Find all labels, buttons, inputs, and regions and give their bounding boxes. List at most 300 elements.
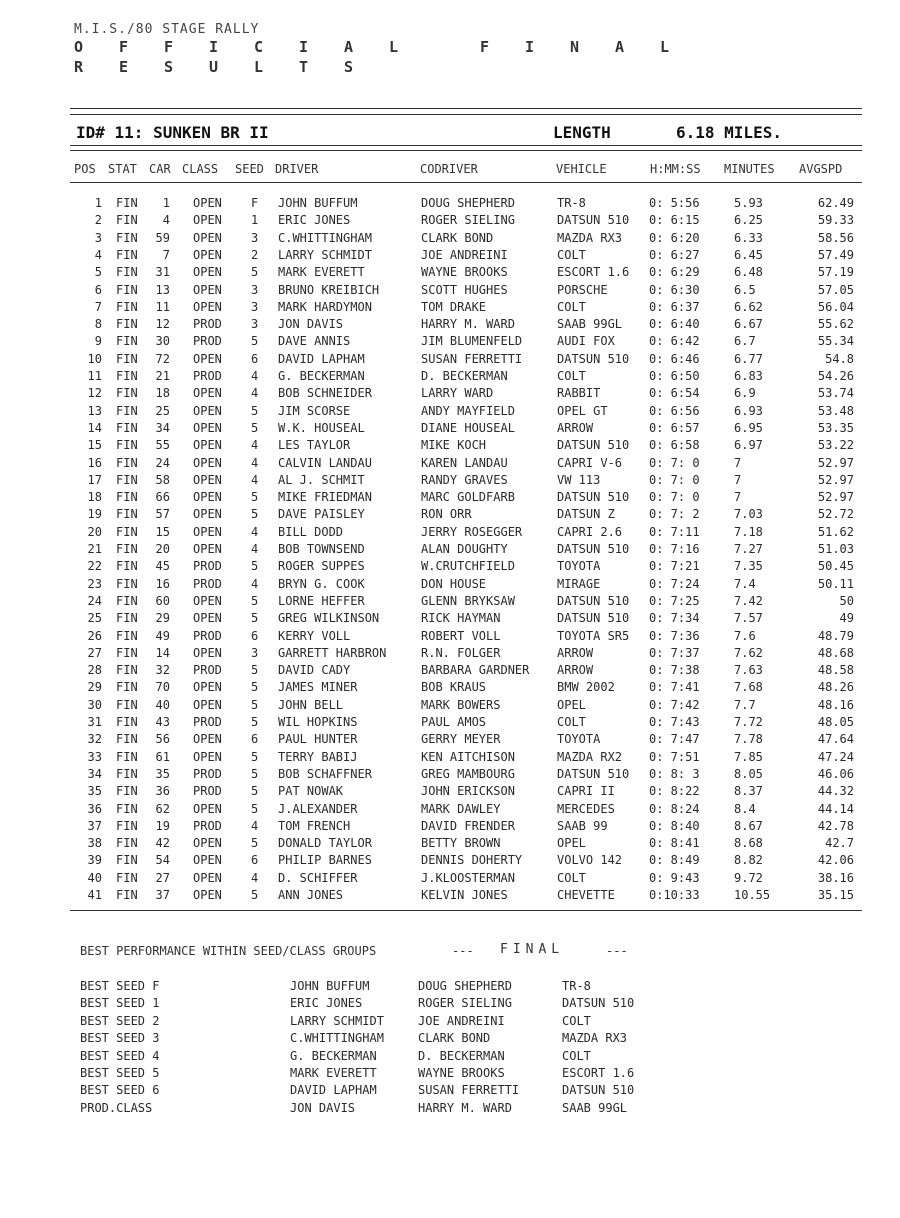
cell-avgspd: 44.32 xyxy=(817,784,854,799)
table-row xyxy=(0,213,900,230)
cell-minutes: 7.68 xyxy=(734,680,763,695)
cell-pos: 19 xyxy=(87,507,102,522)
cell-seed: 4 xyxy=(251,455,259,470)
cell-codriver: WAYNE BROOKS xyxy=(421,265,508,280)
cell-vehicle: DATSUN 510 xyxy=(557,593,630,608)
cell-minutes: 6.95 xyxy=(734,420,763,435)
cell-car: 60 xyxy=(155,593,170,608)
cell-time: 0: 8: 3 xyxy=(649,766,700,781)
cell-avgspd: 52.72 xyxy=(817,507,854,522)
cell-driver: ERIC JONES xyxy=(278,213,351,228)
cell-class: OPEN xyxy=(193,247,222,262)
official-letter: A xyxy=(344,38,354,56)
final-letter: N xyxy=(570,38,580,56)
cell-car: 12 xyxy=(155,317,170,332)
cell-stat: FIN xyxy=(116,749,138,764)
cell-vehicle: DATSUN 510 xyxy=(557,490,630,505)
cell-stat: FIN xyxy=(116,801,138,816)
cell-codriver: MIKE KOCH xyxy=(421,438,487,453)
cell-pos: 33 xyxy=(87,749,102,764)
table-row xyxy=(0,559,900,576)
cell-car: 43 xyxy=(155,715,170,729)
cell-vehicle: CAPRI V-6 xyxy=(557,455,623,470)
cell-time: 0: 6:42 xyxy=(649,334,700,349)
cell-vehicle: COLT xyxy=(557,299,586,314)
cell-vehicle: DATSUN 510 xyxy=(557,611,630,626)
cell-seed: 4 xyxy=(251,576,259,591)
best-label: BEST SEED 2 xyxy=(80,1013,160,1028)
best-driver: ERIC JONES xyxy=(290,996,363,1011)
cell-time: 0: 9:43 xyxy=(649,870,700,885)
cell-vehicle: MAZDA RX2 xyxy=(557,749,623,764)
cell-car: 56 xyxy=(155,732,170,747)
best-driver: G. BECKERMAN xyxy=(290,1048,377,1063)
cell-seed: 3 xyxy=(251,299,259,314)
cell-vehicle: BMW 2002 xyxy=(557,680,615,695)
cell-codriver: TOM DRAKE xyxy=(421,299,487,314)
cell-car: 62 xyxy=(155,801,170,816)
stage-length-value: 6.18 MILES. xyxy=(676,123,782,142)
cell-time: 0: 6:37 xyxy=(649,299,700,314)
col-vehicle: VEHICLE xyxy=(556,162,607,176)
cell-minutes: 8.68 xyxy=(734,836,763,851)
cell-avgspd: 48.16 xyxy=(817,697,854,712)
cell-driver: ANN JONES xyxy=(278,888,344,902)
cell-seed: 1 xyxy=(251,213,259,228)
cell-class: OPEN xyxy=(193,801,222,816)
cell-seed: 4 xyxy=(251,438,259,453)
cell-seed: 3 xyxy=(251,230,259,245)
cell-pos: 27 xyxy=(87,645,102,660)
cell-car: 4 xyxy=(162,213,170,228)
cell-car: 57 xyxy=(155,507,170,522)
cell-avgspd: 42.7 xyxy=(825,836,854,851)
cell-avgspd: 62.49 xyxy=(817,196,854,210)
best-driver: C.WHITTINGHAM xyxy=(290,1031,384,1046)
cell-class: OPEN xyxy=(193,438,222,453)
best-vehicle: MAZDA RX3 xyxy=(562,1031,628,1046)
cell-car: 29 xyxy=(155,611,170,626)
cell-pos: 32 xyxy=(87,732,102,747)
cell-time: 0: 6:56 xyxy=(649,403,700,418)
cell-car: 19 xyxy=(155,818,170,833)
cell-minutes: 6.83 xyxy=(734,369,763,383)
cell-minutes: 8.37 xyxy=(734,784,763,799)
cell-codriver: ROBERT VOLL xyxy=(421,628,501,643)
col-seed: SEED xyxy=(235,162,264,176)
table-row xyxy=(0,611,900,628)
cell-time: 0: 7: 0 xyxy=(649,455,700,470)
cell-codriver: SUSAN FERRETTI xyxy=(421,351,523,366)
cell-pos: 15 xyxy=(87,438,102,453)
official-letter: O xyxy=(74,38,84,56)
cell-time: 0: 7:37 xyxy=(649,645,700,660)
col-minutes: MINUTES xyxy=(724,162,775,176)
table-row xyxy=(0,819,900,836)
cell-stat: FIN xyxy=(116,818,138,833)
cell-time: 0: 6:57 xyxy=(649,420,700,435)
table-row xyxy=(0,888,900,905)
cell-driver: DONALD TAYLOR xyxy=(278,836,372,851)
table-row xyxy=(0,507,900,524)
cell-car: 34 xyxy=(155,420,170,435)
cell-pos: 22 xyxy=(87,559,102,574)
cell-pos: 29 xyxy=(87,680,102,695)
cell-car: 31 xyxy=(155,265,170,280)
cell-stat: FIN xyxy=(116,593,138,608)
table-row xyxy=(0,352,900,369)
table-row xyxy=(0,629,900,646)
cell-stat: FIN xyxy=(116,230,138,245)
table-row xyxy=(0,248,900,265)
cell-car: 36 xyxy=(155,784,170,799)
cell-class: OPEN xyxy=(193,420,222,435)
cell-vehicle: OPEL xyxy=(557,697,586,712)
cell-stat: FIN xyxy=(116,490,138,505)
best-title: BEST PERFORMANCE WITHIN SEED/CLASS GROUPS xyxy=(80,944,377,958)
cell-time: 0: 8:24 xyxy=(649,801,700,816)
cell-avgspd: 47.64 xyxy=(817,732,854,747)
cell-stat: FIN xyxy=(116,697,138,712)
best-row xyxy=(0,1031,900,1048)
best-vehicle: TR-8 xyxy=(562,979,591,993)
cell-car: 30 xyxy=(155,334,170,349)
cell-avgspd: 35.15 xyxy=(817,888,854,902)
cell-avgspd: 52.97 xyxy=(817,490,854,505)
cell-car: 32 xyxy=(155,663,170,678)
cell-seed: 5 xyxy=(251,611,259,626)
cell-codriver: JERRY ROSEGGER xyxy=(421,524,523,539)
table-row xyxy=(0,732,900,749)
cell-minutes: 6.97 xyxy=(734,438,763,453)
cell-seed: 5 xyxy=(251,749,259,764)
cell-minutes: 7.85 xyxy=(734,749,763,764)
best-vehicle: SAAB 99GL xyxy=(562,1100,628,1115)
cell-vehicle: COLT xyxy=(557,247,586,262)
official-letter: I xyxy=(299,38,309,56)
cell-avgspd: 48.58 xyxy=(817,663,854,678)
results-letter: L xyxy=(254,58,264,76)
cell-pos: 14 xyxy=(87,420,102,435)
cell-avgspd: 49 xyxy=(839,611,854,626)
stage-length-label: LENGTH xyxy=(553,123,611,142)
stage-id: ID# 11: SUNKEN BR II xyxy=(76,123,269,142)
cell-pos: 21 xyxy=(87,542,102,556)
cell-stat: FIN xyxy=(116,507,138,522)
cell-codriver: RON ORR xyxy=(421,507,472,522)
cell-avgspd: 52.97 xyxy=(817,472,854,487)
cell-pos: 41 xyxy=(87,888,102,902)
cell-avgspd: 46.06 xyxy=(817,766,854,781)
cell-minutes: 7.18 xyxy=(734,524,763,539)
cell-seed: 6 xyxy=(251,351,259,366)
cell-minutes: 6.25 xyxy=(734,213,763,228)
cell-driver: KERRY VOLL xyxy=(278,628,351,643)
cell-driver: BOB TOWNSEND xyxy=(278,542,365,556)
rule-under-stage-2 xyxy=(70,150,862,151)
cell-time: 0: 6:46 xyxy=(649,351,700,366)
cell-avgspd: 54.8 xyxy=(825,351,854,366)
cell-class: OPEN xyxy=(193,870,222,885)
cell-codriver: RANDY GRAVES xyxy=(421,472,508,487)
cell-seed: 5 xyxy=(251,888,259,902)
cell-class: OPEN xyxy=(193,265,222,280)
cell-class: OPEN xyxy=(193,749,222,764)
cell-minutes: 7.78 xyxy=(734,732,763,747)
cell-time: 0: 7: 0 xyxy=(649,490,700,505)
cell-seed: 3 xyxy=(251,317,259,332)
final-letter: A xyxy=(615,38,625,56)
table-row xyxy=(0,283,900,300)
cell-time: 0: 7:51 xyxy=(649,749,700,764)
cell-seed: 5 xyxy=(251,593,259,608)
table-row xyxy=(0,438,900,455)
cell-vehicle: TOYOTA SR5 xyxy=(557,628,630,643)
cell-codriver: HARRY M. WARD xyxy=(421,317,515,332)
cell-pos: 13 xyxy=(87,403,102,418)
cell-avgspd: 53.22 xyxy=(817,438,854,453)
cell-pos: 17 xyxy=(87,472,102,487)
cell-stat: FIN xyxy=(116,628,138,643)
cell-seed: 5 xyxy=(251,715,259,729)
cell-seed: 5 xyxy=(251,403,259,418)
cell-car: 61 xyxy=(155,749,170,764)
cell-codriver: BOB KRAUS xyxy=(421,680,487,695)
cell-driver: PAT NOWAK xyxy=(278,784,344,799)
cell-pos: 34 xyxy=(87,766,102,781)
cell-car: 70 xyxy=(155,680,170,695)
cell-seed: 6 xyxy=(251,732,259,747)
cell-vehicle: SAAB 99GL xyxy=(557,317,623,332)
table-row xyxy=(0,663,900,680)
rally-title: M.I.S./80 STAGE RALLY xyxy=(74,22,260,37)
cell-codriver: GLENN BRYKSAW xyxy=(421,593,515,608)
cell-time: 0: 8:22 xyxy=(649,784,700,799)
cell-avgspd: 55.34 xyxy=(817,334,854,349)
cell-pos: 12 xyxy=(87,386,102,401)
best-codriver: SUSAN FERRETTI xyxy=(418,1083,520,1098)
cell-time: 0: 7:43 xyxy=(649,715,700,729)
cell-car: 16 xyxy=(155,576,170,591)
cell-pos: 38 xyxy=(87,836,102,851)
cell-class: PROD xyxy=(193,334,222,349)
cell-stat: FIN xyxy=(116,369,138,383)
official-letter: F xyxy=(164,38,174,56)
cell-vehicle: ARROW xyxy=(557,663,594,678)
cell-minutes: 7.03 xyxy=(734,507,763,522)
cell-avgspd: 57.05 xyxy=(817,282,854,297)
cell-stat: FIN xyxy=(116,870,138,885)
cell-stat: FIN xyxy=(116,524,138,539)
table-row xyxy=(0,784,900,801)
cell-codriver: ROGER SIELING xyxy=(421,213,515,228)
cell-driver: C.WHITTINGHAM xyxy=(278,230,372,245)
cell-vehicle: TOYOTA xyxy=(557,559,601,574)
table-row xyxy=(0,577,900,594)
cell-avgspd: 50.45 xyxy=(817,559,854,574)
cell-seed: 3 xyxy=(251,645,259,660)
cell-seed: 5 xyxy=(251,766,259,781)
cell-pos: 5 xyxy=(94,265,102,280)
cell-avgspd: 42.06 xyxy=(817,853,854,868)
cell-driver: CALVIN LANDAU xyxy=(278,455,372,470)
best-label: PROD.CLASS xyxy=(80,1100,153,1115)
cell-vehicle: ESCORT 1.6 xyxy=(557,265,630,280)
cell-vehicle: CAPRI 2.6 xyxy=(557,524,623,539)
cell-vehicle: ARROW xyxy=(557,420,594,435)
best-vehicle: DATSUN 510 xyxy=(562,996,635,1011)
cell-seed: 5 xyxy=(251,836,259,851)
cell-car: 15 xyxy=(155,524,170,539)
cell-avgspd: 51.03 xyxy=(817,542,854,556)
cell-pos: 39 xyxy=(87,853,102,868)
results-letter: S xyxy=(344,58,354,76)
cell-minutes: 6.9 xyxy=(734,386,756,401)
cell-minutes: 8.05 xyxy=(734,766,763,781)
cell-class: PROD xyxy=(193,766,222,781)
cell-class: OPEN xyxy=(193,403,222,418)
cell-driver: J.ALEXANDER xyxy=(278,801,358,816)
cell-class: OPEN xyxy=(193,542,222,556)
cell-seed: 5 xyxy=(251,334,259,349)
cell-seed: 4 xyxy=(251,386,259,401)
cell-minutes: 5.93 xyxy=(734,196,763,210)
cell-stat: FIN xyxy=(116,196,138,210)
official-letter: F xyxy=(119,38,129,56)
cell-seed: 5 xyxy=(251,784,259,799)
cell-stat: FIN xyxy=(116,715,138,729)
table-row xyxy=(0,369,900,386)
cell-time: 0: 7:16 xyxy=(649,542,700,556)
cell-avgspd: 44.14 xyxy=(817,801,854,816)
cell-vehicle: VOLVO 142 xyxy=(557,853,623,868)
cell-class: PROD xyxy=(193,715,222,729)
cell-avgspd: 50 xyxy=(839,593,854,608)
best-row xyxy=(0,979,900,996)
cell-minutes: 6.77 xyxy=(734,351,763,366)
cell-driver: TOM FRENCH xyxy=(278,818,351,833)
best-row xyxy=(0,1083,900,1100)
cell-avgspd: 48.68 xyxy=(817,645,854,660)
cell-stat: FIN xyxy=(116,836,138,851)
rule-under-stage xyxy=(70,145,862,146)
table-row xyxy=(0,265,900,282)
cell-driver: ROGER SUPPES xyxy=(278,559,365,574)
cell-class: OPEN xyxy=(193,299,222,314)
cell-stat: FIN xyxy=(116,680,138,695)
cell-car: 66 xyxy=(155,490,170,505)
cell-seed: F xyxy=(251,196,259,210)
best-codriver: D. BECKERMAN xyxy=(418,1048,505,1063)
table-row xyxy=(0,767,900,784)
rule-end-table xyxy=(70,910,862,911)
cell-avgspd: 55.62 xyxy=(817,317,854,332)
best-vehicle: ESCORT 1.6 xyxy=(562,1066,635,1080)
cell-codriver: JOE ANDREINI xyxy=(421,247,508,262)
cell-car: 7 xyxy=(162,247,170,262)
cell-stat: FIN xyxy=(116,438,138,453)
cell-driver: JOHN BELL xyxy=(278,697,344,712)
cell-class: OPEN xyxy=(193,472,222,487)
cell-car: 55 xyxy=(155,438,170,453)
cell-avgspd: 50.11 xyxy=(817,576,854,591)
cell-class: OPEN xyxy=(193,455,222,470)
cell-vehicle: COLT xyxy=(557,870,586,885)
cell-class: OPEN xyxy=(193,524,222,539)
cell-time: 0: 5:56 xyxy=(649,196,700,210)
cell-seed: 5 xyxy=(251,559,259,574)
cell-minutes: 7.6 xyxy=(734,628,756,643)
cell-stat: FIN xyxy=(116,784,138,799)
cell-driver: D. SCHIFFER xyxy=(278,870,358,885)
cell-avgspd: 59.33 xyxy=(817,213,854,228)
cell-stat: FIN xyxy=(116,265,138,280)
cell-driver: BOB SCHAFFNER xyxy=(278,766,372,781)
cell-driver: GREG WILKINSON xyxy=(278,611,380,626)
cell-time: 0: 7:21 xyxy=(649,559,700,574)
cell-vehicle: CAPRI II xyxy=(557,784,615,799)
cell-car: 72 xyxy=(155,351,170,366)
rule-under-columns xyxy=(70,182,862,183)
best-codriver: CLARK BOND xyxy=(418,1031,491,1046)
cell-avgspd: 52.97 xyxy=(817,455,854,470)
cell-minutes: 6.62 xyxy=(734,299,763,314)
best-label: BEST SEED 3 xyxy=(80,1031,160,1046)
results-letter: U xyxy=(209,58,219,76)
best-driver: JON DAVIS xyxy=(290,1100,356,1115)
cell-codriver: RICK HAYMAN xyxy=(421,611,501,626)
cell-car: 59 xyxy=(155,230,170,245)
col-car: CAR xyxy=(149,162,171,176)
cell-codriver: KEN AITCHISON xyxy=(421,749,515,764)
cell-class: PROD xyxy=(193,628,222,643)
cell-pos: 6 xyxy=(94,282,102,297)
cell-class: OPEN xyxy=(193,853,222,868)
cell-car: 45 xyxy=(155,559,170,574)
cell-driver: BOB SCHNEIDER xyxy=(278,386,372,401)
cell-time: 0: 7:34 xyxy=(649,611,700,626)
cell-minutes: 7.35 xyxy=(734,559,763,574)
cell-time: 0: 7: 0 xyxy=(649,472,700,487)
cell-vehicle: MAZDA RX3 xyxy=(557,230,623,245)
cell-car: 13 xyxy=(155,282,170,297)
cell-pos: 7 xyxy=(94,299,102,314)
cell-seed: 4 xyxy=(251,472,259,487)
best-final-label: FINAL xyxy=(500,942,565,957)
results-letter: E xyxy=(119,58,129,76)
results-letter: S xyxy=(164,58,174,76)
cell-driver: DAVE PAISLEY xyxy=(278,507,365,522)
cell-seed: 5 xyxy=(251,663,259,678)
best-label: BEST SEED 4 xyxy=(80,1048,160,1063)
cell-car: 14 xyxy=(155,645,170,660)
cell-avgspd: 53.35 xyxy=(817,420,854,435)
best-codriver: JOE ANDREINI xyxy=(418,1013,505,1028)
cell-seed: 5 xyxy=(251,265,259,280)
cell-codriver: ANDY MAYFIELD xyxy=(421,403,515,418)
cell-vehicle: DATSUN 510 xyxy=(557,351,630,366)
cell-minutes: 7.62 xyxy=(734,645,763,660)
table-row xyxy=(0,456,900,473)
cell-class: PROD xyxy=(193,818,222,833)
cell-vehicle: VW 113 xyxy=(557,472,601,487)
cell-minutes: 7 xyxy=(734,490,742,505)
cell-driver: W.K. HOUSEAL xyxy=(278,420,365,435)
cell-class: OPEN xyxy=(193,351,222,366)
best-vehicle: DATSUN 510 xyxy=(562,1083,635,1098)
table-row xyxy=(0,404,900,421)
cell-stat: FIN xyxy=(116,559,138,574)
